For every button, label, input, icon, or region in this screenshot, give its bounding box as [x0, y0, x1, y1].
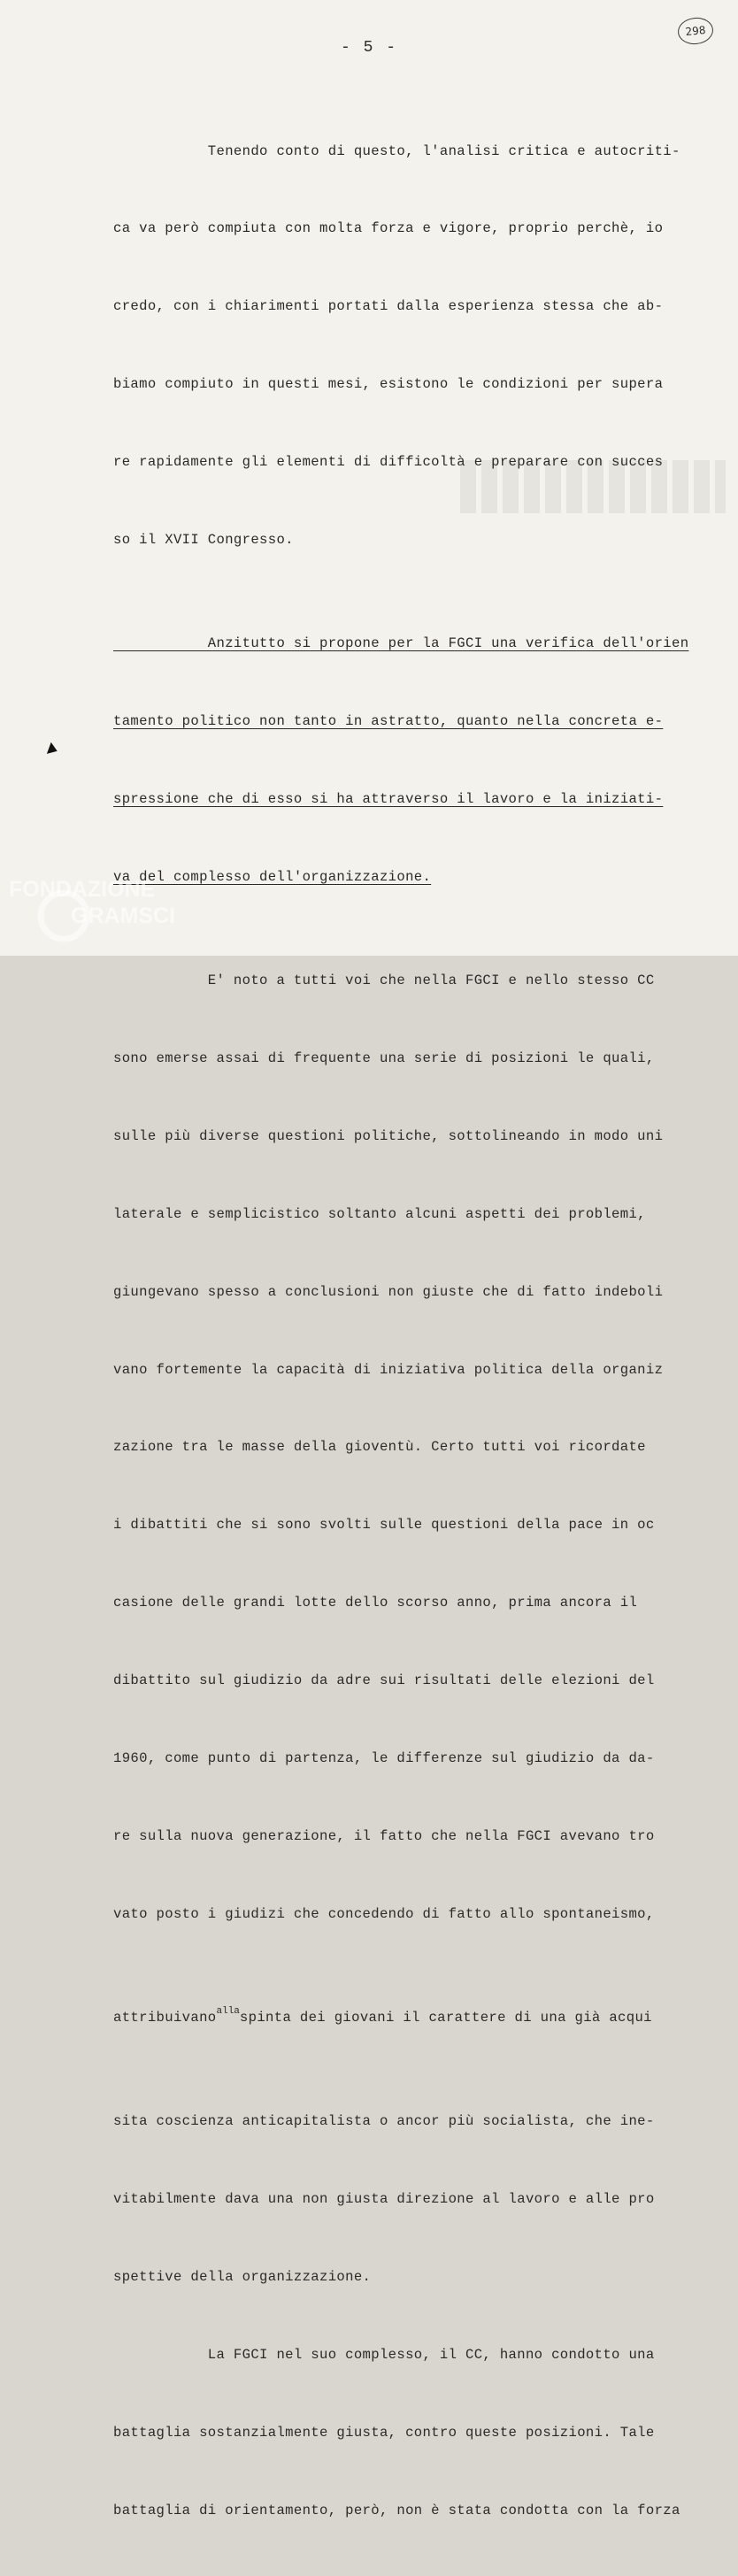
foundation-watermark-logo: [9, 872, 195, 942]
text-line: vato posto i giudizi che concedendo di fatto allo spontaneismo,: [113, 1905, 655, 1922]
handwritten-insertion: alla: [216, 2005, 240, 2017]
page-number: - 5 -: [340, 39, 397, 57]
text-line: re sulla nuova generazione, il fatto che nella FGCI avevano tro: [113, 1827, 655, 1844]
text-line: Tenendo conto di questo, l'analisi critica e autocriti-: [113, 142, 680, 159]
text-line: sita coscienza anticapitalista o ancor più socialista, che ine-: [113, 2113, 655, 2130]
text-line-with-insertion: attribuivano$^{alla}$spinta dei giovani il carattere di una già acqui: [113, 2005, 652, 2026]
margin-arrow-icon: [47, 742, 59, 757]
text-line: sulle più diverse questioni politiche, sottolineando in modo uni: [113, 1127, 664, 1144]
text-line: giungevano spesso a conclusioni non giuste che di fatto indeboli: [113, 1283, 664, 1300]
text-line: casione delle grandi lotte dello scorso anno, prima ancora il: [113, 1595, 638, 1611]
text-line: dibattito sul giudizio da adre sui risultati delle elezioni del: [113, 1672, 655, 1689]
text-line: ca va però compiuta con molta forza e vigore, proprio perchè, io: [113, 220, 664, 237]
text-line: battaglia sostanzialmente giusta, contro queste posizioni. Tale: [113, 2424, 655, 2441]
text-line: laterale e semplicistico soltanto alcuni aspetti dei problemi,: [113, 1205, 646, 1222]
text-line: credo, con i chiarimenti portati dalla esperienza stessa che ab-: [113, 298, 664, 315]
text-line: vitabilmente dava una non giusta direzione al lavoro e alle pro: [113, 2191, 655, 2208]
text-line: 1960, come punto di partenza, le differenze sul giudizio da da-: [113, 1750, 655, 1766]
underlined-line: va del complesso dell'organizzazione.: [113, 868, 432, 885]
underlined-line: Anzitutto si propone per la FGCI una verifica dell'orien: [113, 635, 689, 652]
text-line: sono emerse assai di frequente una serie di posizioni le quali,: [113, 1050, 655, 1066]
svg-text:FONDAZIONE: FONDAZIONE: [9, 877, 156, 902]
text-line: re rapidamente gli elementi di difficoltà e preparare con succes: [113, 454, 664, 471]
archive-stamp: 298: [677, 16, 715, 46]
text-line: La FGCI nel suo complesso, il CC, hanno condotto una: [113, 2346, 655, 2363]
svg-text:GRAMSCI: GRAMSCI: [71, 904, 176, 928]
text-line: biamo compiuto in questi mesi, esistono le condizioni per supera: [113, 376, 664, 393]
text-line: so il XVII Congresso.: [113, 532, 294, 549]
text-line: E' noto a tutti voi che nella FGCI e nello stesso CC: [113, 973, 655, 989]
text-line: zazione tra le masse della gioventù. Certo tutti voi ricordate: [113, 1439, 646, 1456]
text-line: spettive della organizzazione.: [113, 2268, 372, 2285]
underlined-line: spressione che di esso si ha attraverso il lavoro e la iniziati-: [113, 791, 664, 808]
text-line: i dibattiti che si sono svolti sulle questioni della pace in oc: [113, 1517, 655, 1534]
typed-text-body: [113, 87, 697, 2576]
underlined-line: tamento politico non tanto in astratto, quanto nella concreta e-: [113, 713, 664, 730]
text-line: vano fortemente la capacità di iniziativa politica della organiz: [113, 1361, 664, 1378]
text-line: battaglia di orientamento, però, non è stata condotta con la forza: [113, 2502, 680, 2518]
